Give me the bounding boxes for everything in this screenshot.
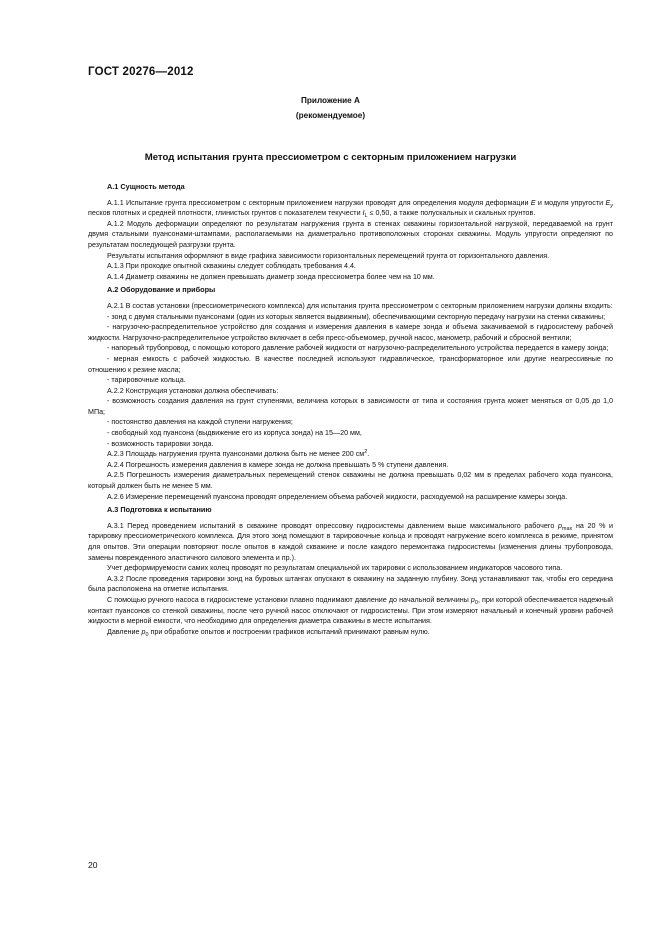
paragraph-a2-5: А.2.5 Погрешность измерения диаметральных перемещений стенок скважины не должна превышать 0,02 мм в пределах рабочего хода пуансона, который должен быть не менее 5 мм. <box>88 471 613 491</box>
list-item: - тарировочные кольца. <box>107 376 186 385</box>
list-item: - постоянство давления на каждой ступени нагружения; <box>107 418 293 427</box>
list-item: - мерная емкость с рабочей жидкостью. В качестве последней используют гидравлическое, трансформаторное или другие неагрессивные по отношению к резине масла; <box>88 354 613 374</box>
symbol-ey: E <box>605 198 611 207</box>
list-item: - возможность создания давления на грунт ступенями, величина которых в зависимости от типа и состояния грунта может меняться от 0,05 до 1,0 МПа; <box>88 397 613 416</box>
symbol-p: p <box>470 595 475 604</box>
list-item: - свободный ход пуансона (выдвижение его из корпуса зонда) на 15—20 мм, <box>107 429 362 438</box>
list-item: - возможность тарировки зонда. <box>107 439 214 448</box>
symbol-e: E <box>530 198 536 207</box>
section-heading-a3: А.3 Подготовка к испытанию <box>107 505 212 515</box>
paragraph-a3-2: А.3.2 После проведения тарировки зонд на буровых штангах опускают в скважину на заданную глубину. Зонд устанавливают так, чтобы его середина была расположена на отметке испытания. <box>88 574 613 594</box>
page-title: Метод испытания грунта прессиометром с секторным приложением нагрузки <box>144 152 517 163</box>
paragraph-a2-1: А.2.1 В состав установки (прессиометрического комплекса) для испытания грунта прессиометром с секторным приложением нагрузки должны входить: <box>107 301 613 310</box>
text-segment: А.1.1 Испытание грунта прессиометром с секторным приложением нагрузки проводят для определения модуля деформации <box>107 198 529 207</box>
symbol-p0-subscript: 0 <box>145 631 149 638</box>
paragraph-a2-6: А.2.6 Измерение перемещений пуансона проводят определением объема рабочей жидкости, расходуемой на расширение камеры зонда. <box>107 492 568 501</box>
paragraph-a2-4: А.2.4 Погрешность измерения давления в камере зонда не должна превышать 5 % ступени давления. <box>107 460 449 469</box>
symbol-p: p <box>141 627 146 636</box>
text-segment: ≤ 0,50, а также полускальных и скальных грунтов. <box>369 209 536 218</box>
paragraph-a3-calibration: Учет деформируемости самих колец проводят по результатам специальной их тарировки с использованием индикаторов часового типа. <box>107 564 563 573</box>
symbol-il: I <box>362 209 365 218</box>
list-item: - зонд с двумя стальными пуансонами (один из которых является выдвижным), обеспечивающими секторную передачу нагрузки на стенки скважины; <box>107 312 606 321</box>
text-segment: С помощью ручного насоса в гидросистеме установки плавно поднимают давление до начальной величины <box>107 595 469 604</box>
list-item: - напорный трубопровод, с помощью которого давление рабочей жидкости от нагрузочно-распределительного устройства передается в камеру зонда; <box>107 344 609 353</box>
paragraph-a1-4: А.1.4 Диаметр скважины не должен превышать диаметр зонда прессиометра более чем на 10 мм. <box>107 272 435 281</box>
symbol-p0-subscript: 0 <box>474 599 478 606</box>
paragraph-a3-zero <box>88 627 613 638</box>
paragraph-a2-2: А.2.2 Конструкция установки должна обеспечивать: <box>107 386 279 395</box>
paragraph-a1-results: Результаты испытания оформляют в виде графика зависимости горизонтальных перемещений грунта от горизонтального давления. <box>107 251 550 260</box>
text-segment: на 20 % и тарировку прессиометрического комплекса. Для этого зонд помещают в тарировочные кольца и проводят нагружение всего комплекса в режиме, принятом для опытов. Эти операции повторяют после опытов в каждой скважине и после каждого перемонтажа гидросистемы (изменения длины трубопровода, замены поврежденного эластичного силового элемента и пр.). <box>88 521 614 562</box>
paragraph-a2-3 <box>88 449 613 460</box>
text-segment: и модуля упругости <box>537 198 604 207</box>
section-heading-a2: А.2 Оборудование и приборы <box>107 285 216 295</box>
text-segment: А.3.1 Перед проведением испытаний в скважине проводят опрессовку гидросистемы давлением выше максимального рабочего <box>107 521 555 530</box>
document-header: ГОСТ 20276—2012 <box>88 66 194 78</box>
paragraph-a3-1 <box>88 521 613 563</box>
symbol-ey-subscript: y <box>610 202 613 209</box>
text-segment: А.2.3 Площадь нагружения грунта пуансонами должна быть не менее 200 см <box>107 450 365 459</box>
section-heading-a1: А.1 Сущность метода <box>107 182 185 191</box>
paragraph-a1-2: А.1.2 Модуль деформации определяют по результатам нагружения грунта в стенках скважины горизонтальной нагрузкой, передаваемой на грунт двумя стальными пуансонами-штампами, располагаемыми на диаметрально противоположных сторонах скважины. Модуль упругости определяют по результатам последующей разгрузки грунта. <box>88 219 613 249</box>
paragraph-a3-pressure <box>88 595 613 627</box>
appendix-note: (рекомендуемое) <box>295 111 366 120</box>
paragraph-a1-3: А.1.3 При проходке опытной скважины следует соблюдать требования 4.4. <box>107 262 356 271</box>
text-segment: Давление <box>107 627 140 636</box>
document-body <box>88 182 613 637</box>
list-item: - нагрузочно-распределительное устройство для создания и измерения давления в камере зонда и объема закачиваемой в гидросистему рабочей жидкости. Нагрузочно-распределительное устройство включает в себя пресс-объемомер, ручной насос, манометр, рабочий и сбросной вентили; <box>88 323 613 342</box>
text-segment: . <box>367 450 370 459</box>
appendix-label: Приложение А <box>301 96 360 105</box>
text-segment: , при которой обеспечивается надежный контакт пуансонов со стенкой скважины, после чего ручной насос отключают от гидросистемы. При этом измеряют начальный и конечный уровни рабочей жидкости в мерной емкости, что необходимо для определения диаметра скважины в месте испытания. <box>88 595 613 626</box>
page-number: 20 <box>88 860 98 870</box>
superscript: 2 <box>364 449 368 456</box>
text-segment: песков плотных и средней плотности, глинистых грунтов с показателем текучести <box>88 209 361 218</box>
text-segment: при обработке опытов и построении графиков испытаний принимают равным нулю. <box>150 627 430 636</box>
symbol-il-subscript: L <box>364 213 368 220</box>
symbol-p: p <box>557 521 562 530</box>
symbol-pmax-subscript: max <box>561 525 573 532</box>
paragraph-a1-1 <box>88 198 613 219</box>
